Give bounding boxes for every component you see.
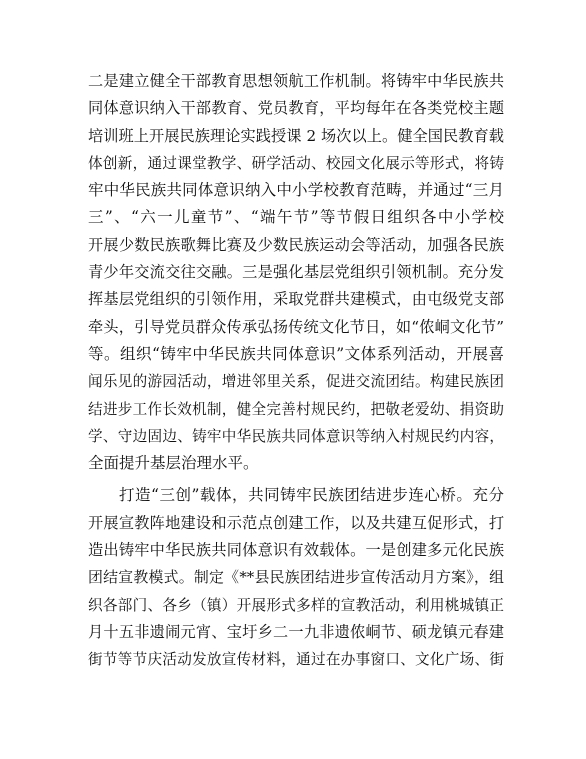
text-line: 全面提升基层治理水平。 <box>88 454 259 473</box>
text-line: 三”、“六一儿童节”、“端午节”等节假日组织各中小学校 <box>88 208 504 227</box>
text-line: 闻乐见的游园活动，增进邻里关系，促进交流团结。构建民族团 <box>88 373 504 391</box>
text-line: 青少年交流交往交融。三是强化基层党组织引领机制。充分发 <box>88 263 504 282</box>
paragraph-2 <box>88 482 504 673</box>
paragraph-1 <box>88 68 504 477</box>
text-line: 体创新，通过课堂教学、研学活动、校园文化展示等形式，将铸 <box>88 154 504 172</box>
text-line: 同体意识纳入干部教育、党员教育，平均每年在各类党校主题 <box>88 99 504 118</box>
text-line: 学、守边固边、铸牢中华民族共同体意识等纳入村规民约内容， <box>88 427 504 445</box>
text-line: 开展少数民族歌舞比赛及少数民族运动会等活动，加强各民族 <box>88 235 504 254</box>
text-line: 打造“三创”载体，共同铸牢民族团结进步连心桥。充分 <box>119 486 504 505</box>
text-line: 培训班上开展民族理论实践授课 2 场次以上。健全国民教育载 <box>88 126 504 145</box>
text-line: 结进步工作长效机制，健全完善村规民约，把敬老爱幼、捐资助 <box>88 400 504 418</box>
text-line: 挥基层党组织的引领作用，采取党群共建模式，由屯级党支部 <box>88 290 504 309</box>
text-line: 月十五非遗闹元宵、宝圩乡二一九非遗侬峒节、硕龙镇元春建 <box>88 622 504 641</box>
text-line: 街节等节庆活动发放宣传材料，通过在办事窗口、文化广场、街 <box>88 651 504 669</box>
document-body <box>88 68 504 674</box>
text-line: 开展宣教阵地建设和示范点创建工作，以及共建互促形式，打 <box>88 513 504 532</box>
text-line: 牢中华民族共同体意识纳入中小学校教育范畴，并通过“三月 <box>88 181 504 200</box>
text-line: 团结宣教模式。制定《**县民族团结进步宣传活动月方案》，组 <box>88 568 504 587</box>
text-line: 二是建立健全干部教育思想领航工作机制。将铸牢中华民族共 <box>88 72 504 90</box>
text-line: 等。组织“铸牢中华民族共同体意识”文体系列活动，开展喜 <box>88 344 504 363</box>
text-line: 牵头，引导党员群众传承弘扬传统文化节日，如“侬峒文化节” <box>88 317 504 336</box>
text-line: 造出铸牢中华民族共同体意识有效载体。一是创建多元化民族 <box>88 541 504 560</box>
text-line: 织各部门、各乡（镇）开展形式多样的宣教活动，利用桃城镇正 <box>88 596 504 614</box>
